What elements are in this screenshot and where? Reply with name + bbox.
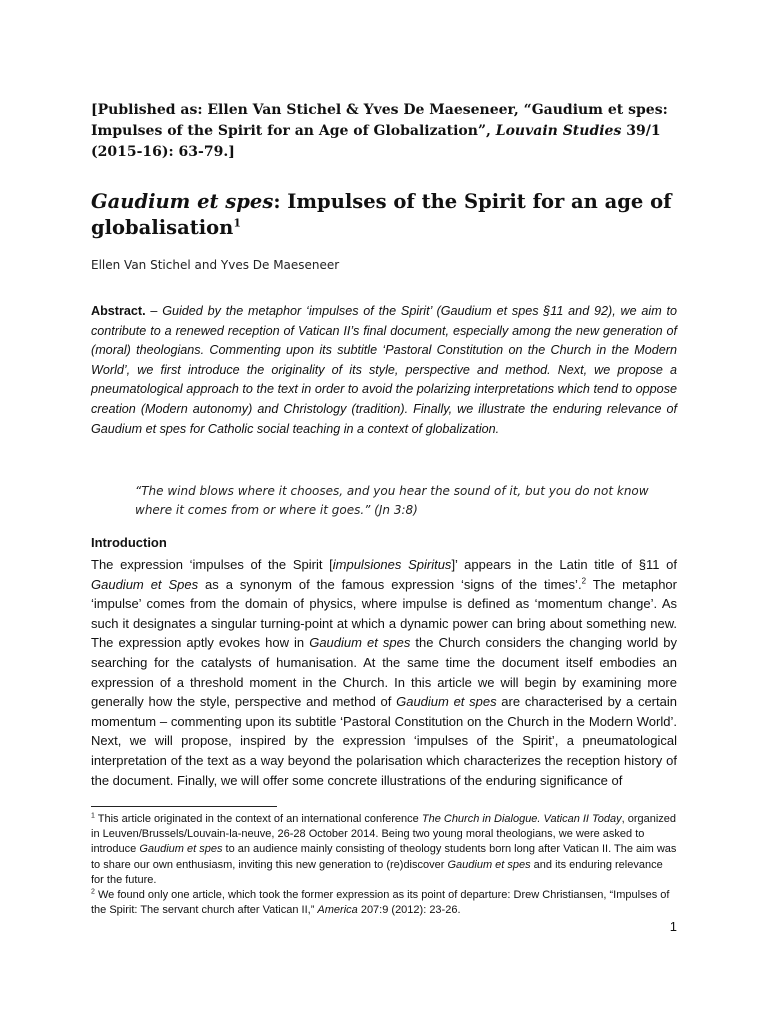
section-heading-introduction: Introduction [91, 535, 167, 550]
authors-line: Ellen Van Stichel and Yves De Maeseneer [91, 258, 340, 272]
abstract-label: Abstract. [91, 304, 146, 318]
page-number: 1 [669, 919, 677, 934]
footnote-ref-2[interactable]: 2 [581, 576, 587, 586]
footnote-ref-1[interactable]: 1 [233, 216, 242, 230]
epigraph-quote: “The wind blows where it chooses, and you hear the sound of it, but you do not know where it comes from or where it goes.” (Jn 3:8) [135, 484, 649, 517]
journal-name: Louvain Studies [495, 123, 622, 139]
article-title: Gaudium et spes: Impulses of the Spirit for an age of globalisation$^1$ [91, 190, 672, 239]
introduction-paragraph: The expression ‘impulses of the Spirit [impulsiones Spiritus]’ appears in the Latin title of §11 of Gaudium et Spes as a synonym of the famous expression ‘signs of the times’.$^2$ The metaphor ‘impulse’ comes from the domain of physics, where impulse is defined as ‘momentum change’. As such it designates a singular turning-point at which a dynamic power can bring about something new. The expression aptly evokes how in Gaudium et spes the Church considers the changing world by searching for the catalysts of humanisation. At the same time the document itself embodies an expression of a threshold moment in the Church. In this article we will begin by examining more generally how the style, perspective and method of Gaudium et spes are characterised by a certain momentum – commenting upon its subtitle ‘Pastoral Constitution on the Church in the Modern World’. Next, we will propose, inspired by the expression ‘impulses of the Spirit’, a pneumatological interpretation of the text as a way beyond the polarisation which characterizes the reception history of the document. Finally, we will offer some concrete illustrations of the enduring significance of [91, 557, 677, 788]
footnote-1: $^1$ This article originated in the context of an international conference The Church in Dialogue. Vatican II Today, organized in Leuven/Brussels/Louvain-la-neuve, 26-28 October 2014. Being two young moral theologians, we were asked to introduce Gaudium et spes to an audience mainly consisting of theology students born long after Vatican II. The aim was to share our own enthusiasm, inviting this new generation to (re)discover Gaudium et spes and its enduring relevance for the future. [91, 812, 677, 886]
footnote-separator [91, 806, 277, 807]
footnotes [91, 812, 677, 918]
footnote-2: $^2$ We found only one article, which took the former expression as its point of departure: Drew Christiansen, “Impulses of the Spirit: The servant church after Vatican II,” America 207:9 (2012): 23-26. [91, 888, 670, 917]
publication-note: [Published as: Ellen Van Stichel & Yves De Maeseneer, “Gaudium et spes: Impulses of the Spirit for an Age of Globalization”, Louvain Studies 39/1 (2015-16): 63-79.] [91, 102, 668, 160]
abstract-text: – Guided by the metaphor ‘impulses of the Spirit’ (Gaudium et spes §11 and 92), we aim to contribute to a renewed reception of Vatican II’s final document, especially among the new generation of (moral) theologians. Commenting upon its subtitle ‘Pastoral Constitution on the Church in the Modern World’, we first introduce the originality of its style, perspective and method. Next, we propose a pneumatological approach to the text in order to avoid the polarizing interpretations which tend to oppose creation (Modern autonomy) and Christology (tradition). Finally, we illustrate the enduring relevance of Gaudium et spes for Catholic social teaching in a context of globalization. [91, 304, 677, 436]
abstract [91, 302, 677, 439]
